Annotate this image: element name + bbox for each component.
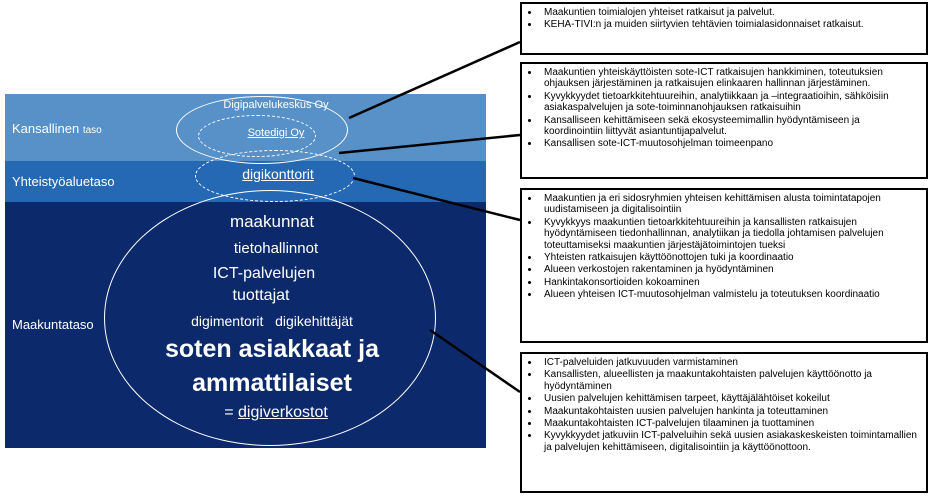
box4-item: • Kansallisten, alueellisten ja maakuntakohtaisten palvelujen käyttöönotto ja hyödyntäminen (540, 369, 920, 392)
maakunta-level-label: Maakuntataso (12, 317, 94, 332)
box2-item: • Kansallisen sote-ICT-muutosohjelman toimeenpano (540, 138, 920, 149)
box4-item: • Maakuntakohtaisten uusien palvelujen hankinta ja toteuttaminen (540, 406, 920, 417)
box-maakunta-tasks (520, 352, 928, 493)
ammattilaiset-label: ammattilaiset (192, 369, 352, 397)
box2-item: • Maakuntien yhteiskäyttöisten sote-ICT ratkaisujen hankkiminen, toteutuksien ohjauksen järjestäminen ja ratkaisujen elinkaaren hallinnan järjestäminen. (540, 67, 920, 90)
digiverkostot-link[interactable]: digiverkostot (237, 404, 328, 421)
box2-item: • Kansalliseen kehittämiseen sekä ekosysteemimallin hyödyntämiseen ja koordinointiin liittyvät asiantuntijapalvelut. (540, 115, 920, 138)
box4-item: • Uusien palvelujen kehittämisen tarpeet, käyttäjälähtöiset kokeilut (540, 393, 920, 404)
box3-item: • Yhteisten ratkaisujen käyttöönottojen tuki ja koordinaatio (540, 252, 920, 263)
digikonttorit-link[interactable]: digikonttorit (242, 166, 314, 182)
tietohallinnot-label: tietohallinnot (233, 240, 319, 257)
connector-box2 (339, 135, 520, 153)
tuottajat-label: tuottajat (232, 287, 290, 304)
box4-item: • ICT-palveluiden jatkuvuuden varmistaminen (540, 357, 920, 368)
box3-item: • Maakuntien ja eri sidosryhmien yhteisen kehittämisen alusta toimintatapojen uudistamiseen ja digitalisointiin (540, 193, 920, 216)
box3-item: • Alueen verkostojen rakentaminen ja hyödyntäminen (540, 264, 920, 275)
box3-item: • Alueen yhteisen ICT-muutosohjelman valmistelu ja toteutuksen koordinaatio (540, 289, 920, 300)
box1-item: • Maakuntien toimialojen yhteiset ratkaisut ja palvelut. (540, 7, 920, 18)
connector-box3 (353, 178, 520, 220)
box3-item: • Kyvykkyys maakuntien tietoarkkitehtuureihin ja kansallisten ratkaisujen hyödyntämiseen tiedonhallinnan, analytiikan ja tiedolla johtamisen palvelujen toteuttamiseksi maakuntien järjestäjätoimintojen tueksi (540, 217, 920, 251)
digiverkostot-label: = digiverkostot (224, 404, 328, 421)
soten-asiakkaat-label: soten asiakkaat ja (164, 335, 380, 363)
box4-item: • Kyvykkyydet jatkuviin ICT-palveluihin sekä uusien asiakaskeskeisten toimintamallien ja palvelujen kehittämiseen, digitalisointiin ja käyttöönottoon. (540, 430, 920, 453)
maakunnat-label: maakunnat (229, 212, 315, 231)
sotedigi-link[interactable]: Sotedigi Oy (247, 127, 305, 139)
national-level-label: Kansallinen taso (12, 121, 102, 136)
box2-item: • Kyvykkyydet tietoarkkitehtuureihin, analytiikkaan ja –integraatioihin, sähköisiin asiakaspalvelujen ja sote-toiminnanohjauksen ratkaisuihin (540, 91, 920, 114)
digimentorit-digikehittajat-label: digimentorit digikehittäjät (191, 313, 353, 329)
regional-level-label: Yhteistyöaluetaso (12, 174, 115, 189)
box4-item: • Maakuntakohtaisten ICT-palvelujen tilaaminen ja tuottaminen (540, 418, 920, 429)
connector-box1 (349, 42, 520, 118)
box3-item: • Hankintakonsortioiden kokoaminen (540, 277, 920, 288)
box1-item: • KEHA-TIVI:n ja muiden siirtyvien tehtävien toimialasidonnaiset ratkaisut. (540, 19, 920, 30)
box-national-services (520, 2, 928, 55)
box-digikonttorit-tasks (520, 188, 928, 343)
box-sotedigi-tasks (520, 62, 928, 179)
digipalvelukeskus-label: Digipalvelukeskus Oy (223, 99, 329, 111)
connector-box4 (430, 330, 520, 392)
ict-palvelujen-label: ICT-palvelujen (212, 265, 316, 282)
